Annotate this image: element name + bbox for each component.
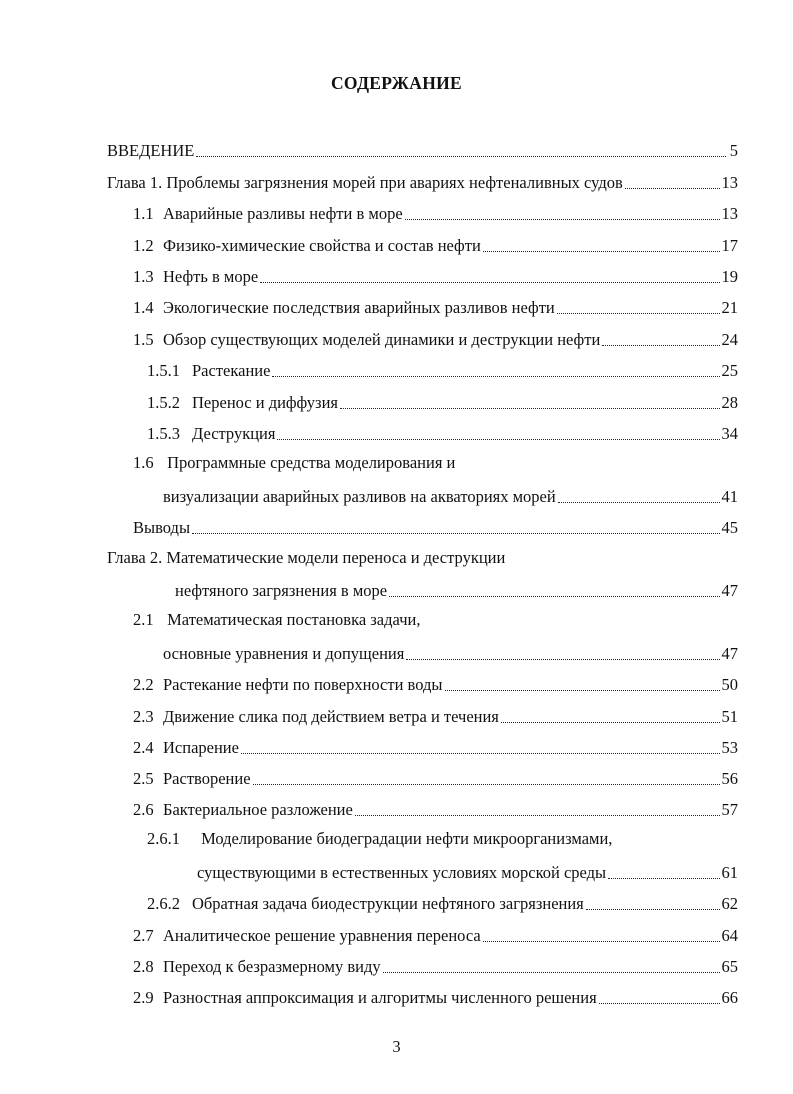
toc-page-number: 47 [721, 644, 738, 663]
toc-page-number: 56 [721, 769, 738, 788]
toc-entry-2-6 [133, 798, 738, 820]
dot-leader [501, 722, 720, 723]
dot-leader [445, 690, 720, 691]
toc-entry-2-6-1-first-line [147, 829, 612, 851]
toc-entry-1-6 [163, 485, 738, 507]
toc-page-number: 62 [721, 894, 738, 913]
toc-entry-2-1-first-line [133, 610, 420, 632]
toc-entry-2-4 [133, 736, 738, 758]
toc-entry-text: Глава 1. Проблемы загрязнения морей при авариях нефтеналивных судов [107, 173, 623, 192]
toc-entry-chapter-2-first-line [107, 548, 505, 570]
dot-leader [406, 659, 719, 660]
toc-entry-1-5-3 [147, 422, 738, 444]
page-title: СОДЕРЖАНИЕ [330, 73, 462, 93]
toc-entry-text: Обратная задача биодеструкции нефтяного загрязнения [192, 894, 584, 913]
toc-page-number: 64 [721, 926, 738, 945]
toc-section-number: 2.8 [133, 957, 154, 976]
toc-entry-chapter-1 [107, 171, 738, 193]
toc-entry-1-6-first-line [133, 453, 455, 475]
dot-leader [277, 439, 719, 440]
toc-section-number: 2.4 [133, 738, 154, 757]
dot-leader [196, 156, 726, 157]
toc-entry-text: Растекание [192, 361, 271, 380]
toc-section-number: 1.5 [133, 330, 154, 349]
toc-entry-2-1 [163, 642, 738, 664]
toc-entry-introduction [107, 139, 738, 161]
toc-page-number: 13 [721, 204, 738, 223]
toc-section-number: 1.5.1 [147, 361, 180, 380]
toc-entry-2-9 [133, 986, 738, 1008]
toc-page-number: 19 [721, 267, 738, 286]
toc-section-number: 1.5.3 [147, 424, 180, 443]
toc-entry-text: Растворение [163, 769, 251, 788]
dot-leader [599, 1003, 720, 1004]
toc-page-number: 34 [721, 424, 738, 443]
toc-entry-text: Экологические последствия аварийных разливов нефти [163, 298, 555, 317]
toc-page-number: 50 [721, 675, 738, 694]
dot-leader [383, 972, 720, 973]
toc-page-number: 25 [721, 361, 738, 380]
toc-page-number: 13 [721, 173, 738, 192]
toc-page-number: 61 [721, 863, 738, 882]
toc-section-number: 2.6.2 [147, 894, 180, 913]
toc-entry-text: Перенос и диффузия [192, 393, 338, 412]
toc-entry-text: Физико-химические свойства и состав нефти [163, 236, 481, 255]
toc-entry-1-4 [133, 296, 738, 318]
toc-section-number: 2.5 [133, 769, 154, 788]
toc-section-number: 1.3 [133, 267, 154, 286]
toc-entry-2-8 [133, 955, 738, 977]
dot-leader [192, 533, 719, 534]
toc-page-number: 21 [721, 298, 738, 317]
toc-page-number: 65 [721, 957, 738, 976]
toc-entry-1-2 [133, 234, 738, 256]
toc-entry-2-3 [133, 705, 738, 727]
dot-leader [483, 251, 720, 252]
dot-leader [625, 188, 720, 189]
toc-section-number: 1.6 [133, 453, 154, 472]
toc-entry-2-6-2 [147, 892, 738, 914]
toc-entry-1-5-2 [147, 391, 738, 413]
toc-section-number: 2.2 [133, 675, 154, 694]
toc-section-number: 1.4 [133, 298, 154, 317]
toc-page-number: 5 [729, 141, 738, 160]
toc-entry-text: Математическая постановка задачи, [167, 610, 421, 629]
toc-entry-1-5-1 [147, 359, 738, 381]
toc-page-number: 24 [721, 330, 738, 349]
toc-entry-text: Растекание нефти по поверхности воды [163, 675, 443, 694]
dot-leader [483, 941, 720, 942]
toc-section-number: 2.6.1 [147, 829, 180, 848]
toc-page-number: 17 [721, 236, 738, 255]
toc-entry-text: ВВЕДЕНИЕ [107, 141, 195, 160]
toc-entry-1-5 [133, 328, 738, 350]
toc-page-number: 66 [721, 988, 738, 1007]
toc-entry-text: Разностная аппроксимация и алгоритмы численного решения [163, 988, 597, 1007]
toc-section-number: 2.3 [133, 707, 154, 726]
toc-page-number: 53 [721, 738, 738, 757]
toc-page-number: 51 [721, 707, 738, 726]
toc-page-number: 47 [721, 581, 738, 600]
toc-entry-text: Деструкция [192, 424, 276, 443]
toc-entry-2-7 [133, 924, 738, 946]
toc-page-number: 45 [721, 518, 738, 537]
dot-leader [253, 784, 720, 785]
toc-entry-2-6-1 [197, 861, 738, 883]
toc-page-number: 41 [721, 487, 738, 506]
dot-leader [586, 909, 720, 910]
dot-leader [260, 282, 719, 283]
toc-entry-continuation: существующими в естественных условиях морской среды [197, 863, 607, 882]
toc-entry-text: Выводы [133, 518, 191, 537]
toc-page-number: 57 [721, 800, 738, 819]
toc-section-number: 2.9 [133, 988, 154, 1007]
toc-entry-text: Испарение [163, 738, 239, 757]
dot-leader [389, 596, 719, 597]
toc-entry-conclusions [133, 516, 738, 538]
toc-entry-text: Обзор существующих моделей динамики и деструкции нефти [163, 330, 601, 349]
toc-entry-continuation: основные уравнения и допущения [163, 644, 405, 663]
dot-leader [557, 313, 720, 314]
toc-entry-text: Нефть в море [163, 267, 259, 286]
dot-leader [602, 345, 719, 346]
toc-entry-text: Движение слика под действием ветра и течения [163, 707, 499, 726]
toc-entry-text: Моделирование биодеградации нефти микроорганизмами, [201, 829, 613, 848]
toc-section-number: 1.2 [133, 236, 154, 255]
dot-leader [340, 408, 720, 409]
toc-entry-text: Программные средства моделирования и [167, 453, 456, 472]
toc-entry-2-5 [133, 767, 738, 789]
dot-leader [405, 219, 720, 220]
toc-entry-text: Глава 2. Математические модели переноса и деструкции [107, 548, 506, 567]
toc-entry-text: Переход к безразмерному виду [163, 957, 381, 976]
toc-entry-1-1 [133, 202, 738, 224]
dot-leader [558, 502, 720, 503]
dot-leader [608, 878, 719, 879]
toc-entry-continuation: визуализации аварийных разливов на акваториях морей [163, 487, 556, 506]
toc-page-number: 28 [721, 393, 738, 412]
toc-section-number: 2.1 [133, 610, 154, 629]
toc-entry-text: Аналитическое решение уравнения переноса [163, 926, 481, 945]
toc-entry-text: Аварийные разливы нефти в море [163, 204, 403, 223]
toc-section-number: 2.6 [133, 800, 154, 819]
toc-entry-1-3 [133, 265, 738, 287]
toc-section-number: 2.7 [133, 926, 154, 945]
page-number: 3 [392, 1037, 401, 1056]
dot-leader [272, 376, 719, 377]
toc-section-number: 1.1 [133, 204, 154, 223]
dot-leader [355, 815, 720, 816]
toc-entry-chapter-2 [175, 579, 738, 601]
toc-entry-2-2 [133, 673, 738, 695]
toc-entry-text: Бактериальное разложение [163, 800, 353, 819]
dot-leader [241, 753, 720, 754]
toc-entry-continuation: нефтяного загрязнения в море [175, 581, 388, 600]
toc-section-number: 1.5.2 [147, 393, 180, 412]
